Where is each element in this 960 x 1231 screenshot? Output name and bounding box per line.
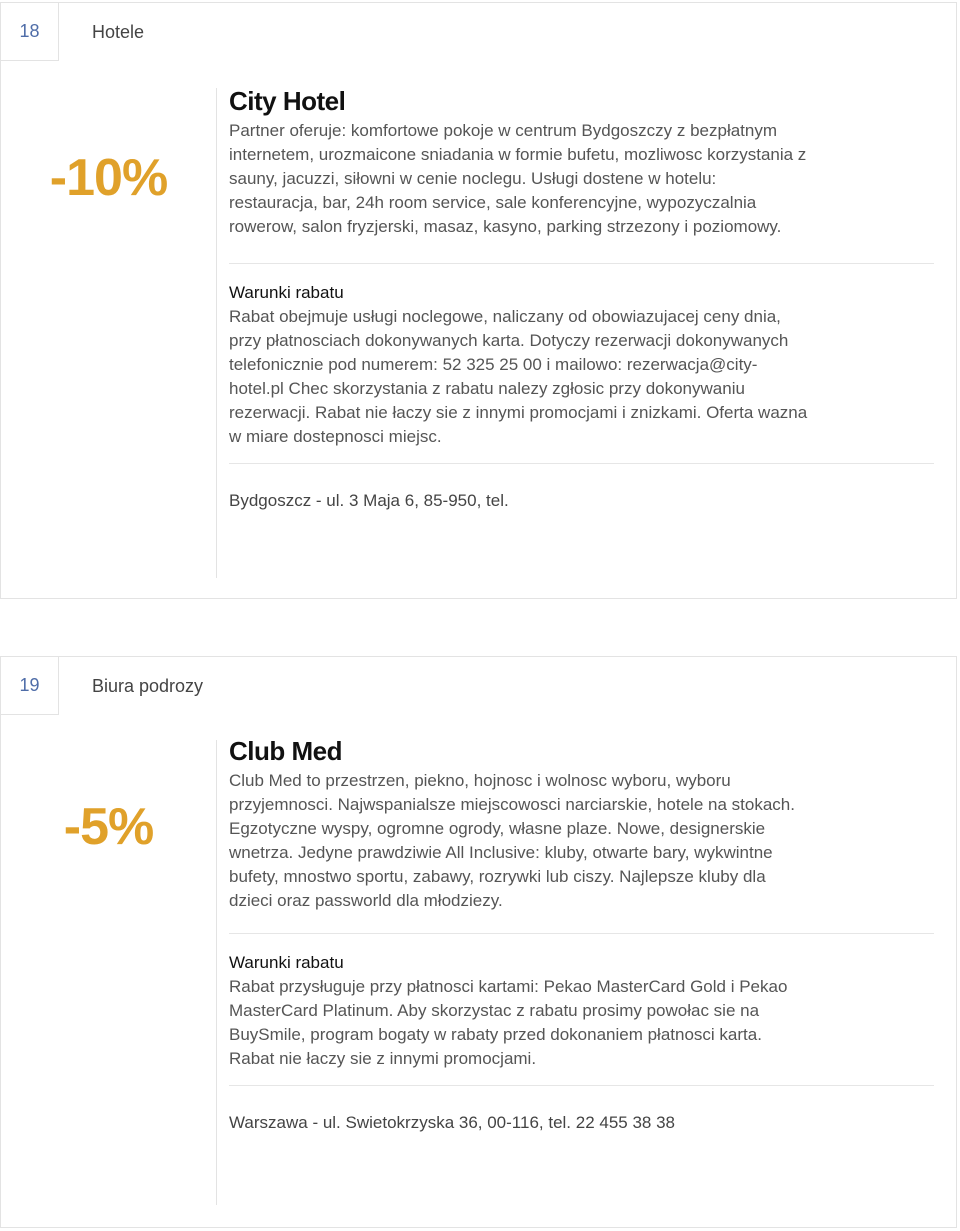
offer-content (229, 735, 934, 1135)
discount-badge: -10% (49, 149, 168, 207)
offer-title: City Hotel (229, 86, 346, 116)
offer-category: Hotele (92, 22, 145, 42)
conditions-text: Rabat przysługuje przy płatnosci kartami: Pekao MasterCard Gold i Pekao MasterCard Platinum. Aby skorzystac z rabatu prosimy powołac sie na BuySmile, program bogaty w rabaty przed dokonaniem płatnosci karta. Rabat nie łaczy sie z innymi promocjami. (229, 977, 788, 1068)
offer-description: Club Med to przestrzen, piekno, hojnosc i wolnosc wyboru, wyboru przyjemnosci. Najwspanialsze miejscowosci narciarskie, hotele na stokach. Egzotyczne wyspy, ogromne ogrody, własne plaze. Nowe, designerskie wnetrza. Jedyne prawdziwie All Inclusive: kluby, otwarte bary, wykwintne bufety, mnostwo sportu, zabawy, rozrywki lub ciszy. Najlepsze kluby dla dzieci oraz passworld dla młodziezy. (229, 771, 795, 910)
conditions-title: Warunki rabatu (229, 283, 344, 302)
discount-badge: -5% (63, 798, 154, 856)
offer-card (0, 2, 957, 599)
offer-number: 18 (1, 3, 59, 61)
conditions-title: Warunki rabatu (229, 953, 344, 972)
offer-description: Partner oferuje: komfortowe pokoje w centrum Bydgoszczy z bezpłatnym internetem, urozmaicone sniadania w formie bufetu, mozliwosc korzystania z sauny, jacuzzi, siłowni w cenie noclegu. Usługi dostene w hotelu: restauracja, bar, 24h room service, sale konferencyjne, wypozyczalnia rowerow, salon fryzjerski, masaz, kasyno, parking strzezony i poziomowy. (229, 121, 807, 236)
offer-title: Club Med (229, 736, 342, 766)
divider (216, 740, 217, 1205)
offer-number: 19 (1, 657, 59, 715)
offer-content (229, 85, 934, 513)
offer-category: Biura podrozy (92, 676, 204, 696)
offer-card (0, 656, 957, 1228)
offer-address: Bydgoszcz - ul. 3 Maja 6, 85-950, tel. (229, 491, 509, 510)
divider (216, 88, 217, 578)
conditions-text: Rabat obejmuje usługi noclegowe, naliczany od obowiazujacej ceny dnia, przy płatnosciach dokonywanych karta. Dotyczy rezerwacji dokonywanych telefonicznie pod numerem: 52 325 25 00 i mailowo: rezerwacja@city-hotel.pl Chec skorzystania z rabatu nalezy zgłosic przy dokonywaniu rezerwacji. Rabat nie łaczy sie z innymi promocjami i znizkami. Oferta wazna w miare dostepnosci miejsc. (229, 307, 808, 446)
offer-address: Warszawa - ul. Swietokrzyska 36, 00-116, tel. 22 455 38 38 (229, 1113, 676, 1132)
